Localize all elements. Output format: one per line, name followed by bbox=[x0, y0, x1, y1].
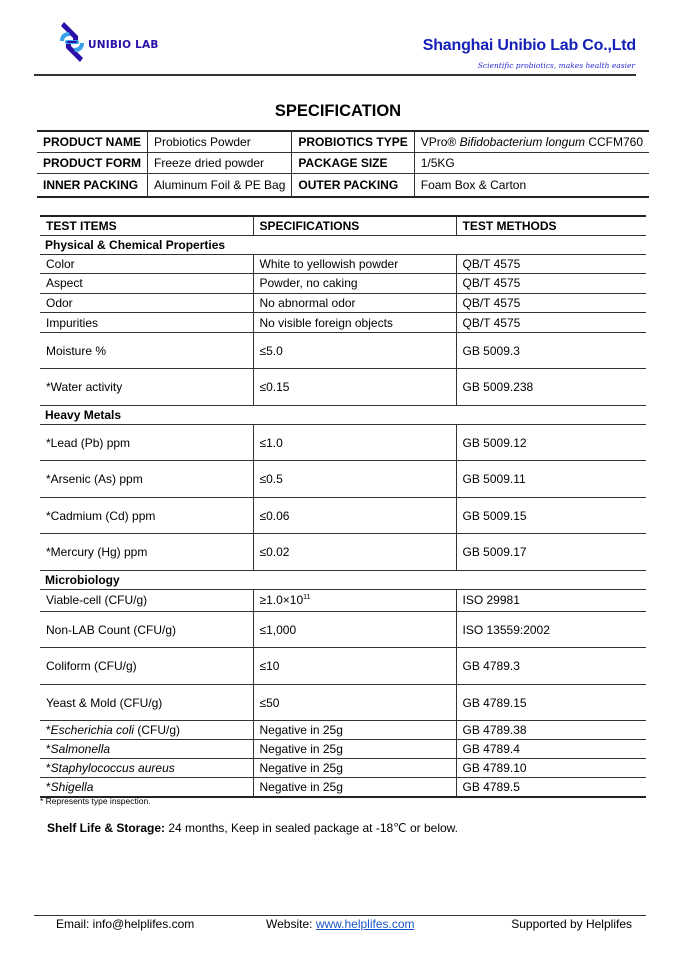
table-row bbox=[40, 461, 646, 498]
test-method: QB/T 4575 bbox=[456, 254, 646, 274]
specification: Negative in 25g bbox=[253, 740, 456, 759]
specification: Powder, no caking bbox=[253, 274, 456, 294]
test-item bbox=[40, 759, 253, 778]
probiotics-type-species: Bifidobacterium longum bbox=[459, 134, 586, 149]
table-row bbox=[40, 332, 646, 369]
company-name: Shanghai Unibio Lab Co.,Ltd bbox=[422, 37, 636, 54]
specification: Negative in 25g bbox=[253, 721, 456, 740]
test-item: Coliform (CFU/g) bbox=[40, 648, 253, 685]
test-item: Viable-cell (CFU/g) bbox=[40, 589, 253, 611]
test-method: GB 4789.15 bbox=[456, 684, 646, 721]
test-method: GB 5009.12 bbox=[456, 424, 646, 461]
section-header-physical bbox=[40, 235, 646, 254]
specification: Negative in 25g bbox=[253, 778, 456, 797]
test-item bbox=[40, 778, 253, 797]
test-method: GB 4789.5 bbox=[456, 778, 646, 797]
logo-text: UNIBIO LAB bbox=[88, 39, 159, 51]
test-item: Odor bbox=[40, 293, 253, 313]
test-item: *Water activity bbox=[40, 369, 253, 406]
specification: ≤10 bbox=[253, 648, 456, 685]
organism-name: Shigella bbox=[50, 780, 94, 795]
table-row bbox=[40, 778, 646, 797]
footer-email: Email: info@helplifes.com bbox=[56, 917, 195, 931]
page-title: SPECIFICATION bbox=[274, 102, 402, 120]
probiotics-type-strain: CCFM760 bbox=[585, 134, 644, 149]
product-form-label: PRODUCT FORM bbox=[37, 152, 148, 173]
outer-packing-label: OUTER PACKING bbox=[292, 173, 414, 197]
test-item bbox=[40, 721, 253, 740]
specification: No visible foreign objects bbox=[253, 313, 456, 333]
type-inspection-note: * Represents type inspection. bbox=[40, 796, 151, 806]
table-row bbox=[40, 740, 646, 759]
table-row bbox=[40, 313, 646, 333]
table-row bbox=[40, 254, 646, 274]
test-item: Aspect bbox=[40, 274, 253, 294]
test-method: GB 5009.238 bbox=[456, 369, 646, 406]
type-inspection-mark: * bbox=[46, 780, 51, 795]
table-row bbox=[40, 497, 646, 534]
test-method: GB 4789.4 bbox=[456, 740, 646, 759]
table-row bbox=[40, 684, 646, 721]
package-size-value: 1/5KG bbox=[414, 152, 649, 173]
table-row bbox=[40, 589, 646, 611]
header-divider bbox=[34, 74, 636, 76]
section-label: Microbiology bbox=[40, 570, 646, 589]
specification: ≤0.02 bbox=[253, 534, 456, 571]
specification: ≤1,000 bbox=[253, 611, 456, 648]
specification: Negative in 25g bbox=[253, 759, 456, 778]
probiotics-type-brand: VPro® bbox=[420, 134, 460, 149]
package-size-label: PACKAGE SIZE bbox=[292, 152, 414, 173]
specification: No abnormal odor bbox=[253, 293, 456, 313]
table-row bbox=[40, 721, 646, 740]
specification: ≤0.15 bbox=[253, 369, 456, 406]
specification-exponent: 11 bbox=[303, 594, 311, 602]
table-row bbox=[40, 611, 646, 648]
table-row bbox=[40, 534, 646, 571]
specification-base: ≥1.0×10 bbox=[259, 593, 304, 608]
shelf-life-storage bbox=[47, 821, 458, 835]
test-item: Non-LAB Count (CFU/g) bbox=[40, 611, 253, 648]
test-item: Color bbox=[40, 254, 253, 274]
outer-packing-value: Foam Box & Carton bbox=[414, 173, 649, 197]
test-method: GB 4789.10 bbox=[456, 759, 646, 778]
organism-name: Staphylococcus aureus bbox=[50, 761, 175, 776]
table-row bbox=[40, 424, 646, 461]
specification: ≤5.0 bbox=[253, 332, 456, 369]
test-item: Impurities bbox=[40, 313, 253, 333]
header-test-methods: TEST METHODS bbox=[456, 216, 646, 235]
test-item: *Arsenic (As) ppm bbox=[40, 461, 253, 498]
product-info-row bbox=[37, 152, 649, 173]
test-method: GB 5009.17 bbox=[456, 534, 646, 571]
specification: ≤1.0 bbox=[253, 424, 456, 461]
test-method: GB 4789.38 bbox=[456, 721, 646, 740]
table-row bbox=[40, 293, 646, 313]
product-info-table bbox=[37, 130, 649, 198]
specification: ≤50 bbox=[253, 684, 456, 721]
product-name-value: Probiotics Powder bbox=[148, 131, 292, 152]
specification-table bbox=[40, 215, 646, 798]
table-row bbox=[40, 274, 646, 294]
test-item: *Lead (Pb) ppm bbox=[40, 424, 253, 461]
website-label: Website: bbox=[266, 917, 316, 931]
test-method: QB/T 4575 bbox=[456, 293, 646, 313]
footer-support: Supported by Helplifes bbox=[511, 917, 632, 931]
section-label: Heavy Metals bbox=[40, 405, 646, 424]
inner-packing-label: INNER PACKING bbox=[43, 177, 139, 192]
specification: ≤0.5 bbox=[253, 461, 456, 498]
unit: (CFU/g) bbox=[134, 723, 181, 738]
company-tagline: Scientific probiotics, makes health easier bbox=[477, 61, 635, 70]
type-inspection-mark: * bbox=[46, 742, 51, 757]
type-inspection-mark: * bbox=[46, 723, 51, 738]
inner-packing-value: Aluminum Foil & PE Bag bbox=[148, 173, 292, 197]
test-method: QB/T 4575 bbox=[456, 274, 646, 294]
test-item: *Mercury (Hg) ppm bbox=[40, 534, 253, 571]
section-header-heavy-metals bbox=[40, 405, 646, 424]
product-form-value: Freeze dried powder bbox=[148, 152, 292, 173]
product-info-row bbox=[37, 131, 649, 152]
product-name-label: PRODUCT NAME bbox=[37, 131, 148, 152]
test-method: QB/T 4575 bbox=[456, 313, 646, 333]
test-item: *Cadmium (Cd) ppm bbox=[40, 497, 253, 534]
product-info-row bbox=[37, 173, 649, 197]
test-method: GB 5009.11 bbox=[456, 461, 646, 498]
type-inspection-mark: * bbox=[46, 761, 51, 776]
test-method: GB 5009.3 bbox=[456, 332, 646, 369]
test-method: GB 5009.15 bbox=[456, 497, 646, 534]
test-item bbox=[40, 740, 253, 759]
shelf-life-label: Shelf Life & Storage: bbox=[47, 821, 166, 835]
specification: White to yellowish powder bbox=[253, 254, 456, 274]
table-row bbox=[40, 369, 646, 406]
test-item: Moisture % bbox=[40, 332, 253, 369]
test-item: Yeast & Mold (CFU/g) bbox=[40, 684, 253, 721]
footer-divider bbox=[34, 915, 646, 916]
organism-name: Escherichia coli bbox=[50, 723, 135, 738]
test-method: GB 4789.3 bbox=[456, 648, 646, 685]
probiotics-type-label: PROBIOTICS TYPE bbox=[292, 131, 414, 152]
header-test-items: TEST ITEMS bbox=[40, 216, 253, 235]
shelf-life-value: 24 months, Keep in sealed package at -18℃ or below. bbox=[165, 821, 459, 835]
specification: ≤0.06 bbox=[253, 497, 456, 534]
unibio-logo-icon bbox=[52, 20, 92, 64]
test-method: ISO 29981 bbox=[456, 589, 646, 611]
table-row bbox=[40, 759, 646, 778]
header-specifications: SPECIFICATIONS bbox=[253, 216, 456, 235]
section-header-microbiology bbox=[40, 570, 646, 589]
section-label: Physical & Chemical Properties bbox=[40, 235, 646, 254]
specification bbox=[253, 589, 456, 611]
test-method: ISO 13559:2002 bbox=[456, 611, 646, 648]
table-header-row bbox=[40, 216, 646, 235]
footer-website bbox=[266, 917, 415, 931]
organism-name: Salmonella bbox=[50, 742, 111, 757]
probiotics-type-value bbox=[414, 131, 649, 152]
table-row bbox=[40, 648, 646, 685]
website-link[interactable]: www.helplifes.com bbox=[315, 917, 415, 931]
